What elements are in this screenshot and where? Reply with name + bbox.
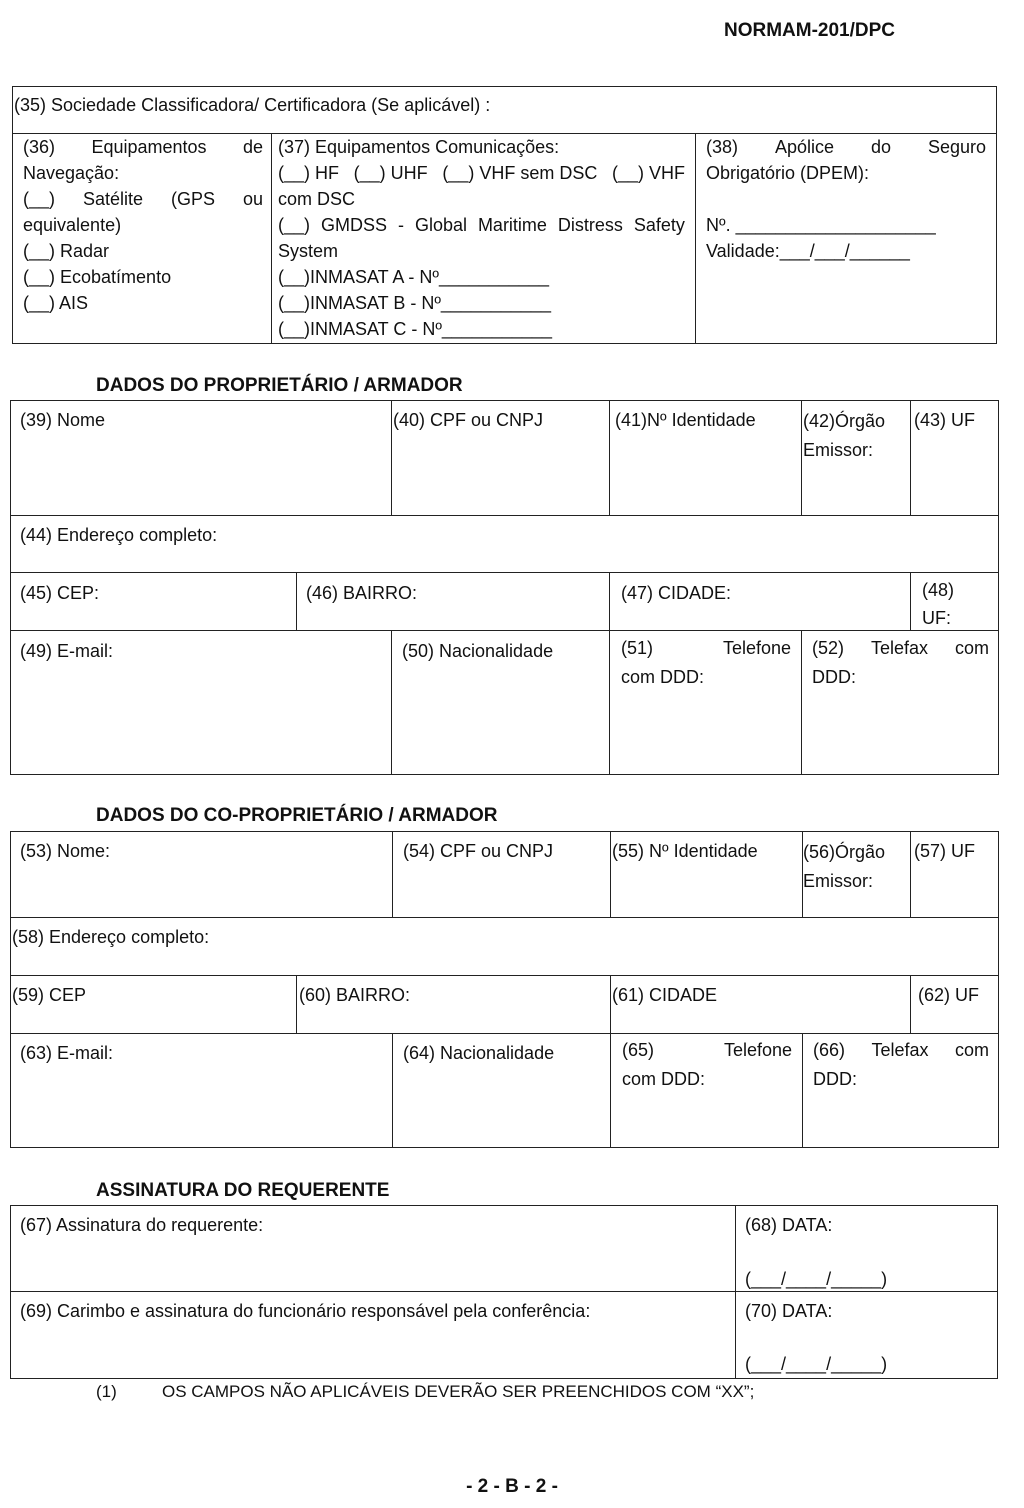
field-42-issuing-agency[interactable]: (42)Órgão Emissor: — [803, 411, 886, 460]
field-46-bairro[interactable]: (46) BAIRRO: — [306, 583, 418, 603]
field-50-nationality[interactable]: (50) Nacionalidade — [402, 641, 554, 661]
field-45-cep[interactable]: (45) CEP: — [20, 583, 100, 603]
field-36-navigation-equipment[interactable]: (36) Equipamentos de Navegação: (__) Satélite (GPS ou equivalente) (__) Radar (__) Ecobatímento (__) AIS — [14, 134, 271, 316]
section-title-owner: DADOS DO PROPRIETÁRIO / ARMADOR — [96, 375, 463, 396]
field-64-nationality[interactable]: (64) Nacionalidade — [403, 1043, 555, 1063]
field-60-bairro[interactable]: (60) BAIRRO: — [299, 985, 411, 1005]
section-title-signature: ASSINATURA DO REQUERENTE — [96, 1180, 390, 1201]
inmasat-c-field[interactable]: (__)INMASAT C - Nº___________ — [278, 319, 553, 339]
field-39-name[interactable]: (39) Nome — [20, 410, 106, 430]
field-61-cidade[interactable]: (61) CIDADE — [612, 985, 718, 1005]
checkbox-ecobatimento[interactable]: (__) Ecobatímento — [23, 267, 172, 287]
date-68-blank[interactable]: (___/____/_____) — [745, 1269, 888, 1289]
page-number: - 2 - B - 2 - — [466, 1476, 558, 1497]
field-53-name[interactable]: (53) Nome: — [20, 841, 111, 861]
field-49-email[interactable]: (49) E-mail: — [20, 641, 114, 661]
field-68-date[interactable]: (68) DATA: (___/____/_____) — [735, 1208, 998, 1291]
field-41-identity[interactable]: (41)Nº Identidade — [615, 410, 756, 430]
field-63-email[interactable]: (63) E-mail: — [20, 1043, 114, 1063]
field-65-phone[interactable]: (65) Telefone com DDD: — [622, 1040, 792, 1089]
field-40-cpf-cnpj[interactable]: (40) CPF ou CNPJ — [393, 410, 544, 430]
field-51-phone[interactable]: (51) Telefone com DDD: — [621, 638, 791, 687]
field-56-issuing-agency[interactable]: (56)Órgão Emissor: — [803, 842, 886, 891]
field-52-telefax[interactable]: (52) Telefax com DDD: — [812, 638, 989, 687]
field-57-uf[interactable]: (57) UF — [914, 841, 976, 861]
field-44-full-address[interactable]: (44) Endereço completo: — [20, 525, 218, 545]
field-38-insurance-policy[interactable]: (38) Apólice do Seguro Obrigatório (DPEM): Nº. ____________________ Validade:___/___/______ — [696, 134, 996, 264]
field-47-cidade[interactable]: (47) CIDADE: — [621, 583, 732, 603]
field-66-telefax[interactable]: (66) Telefax com DDD: — [813, 1040, 989, 1089]
policy-number-field[interactable]: Nº. ____________________ — [706, 215, 936, 235]
field-58-full-address[interactable]: (58) Endereço completo: — [12, 927, 210, 947]
policy-validity-field[interactable]: Validade:___/___/______ — [706, 241, 910, 261]
footnote-text: OS CAMPOS NÃO APLICÁVEIS DEVERÃO SER PREENCHIDOS COM “XX”; — [162, 1382, 755, 1401]
footnote — [96, 1382, 754, 1402]
date-70-blank[interactable]: (___/____/_____) — [745, 1354, 888, 1374]
field-55-identity[interactable]: (55) Nº Identidade — [612, 841, 758, 861]
inmasat-a-field[interactable]: (__)INMASAT A - Nº___________ — [278, 267, 550, 287]
field-48-uf[interactable]: (48) UF: — [922, 580, 955, 628]
footnote-number: (1) — [96, 1382, 117, 1401]
field-69-official-stamp-signature[interactable]: (69) Carimbo e assinatura do funcionário responsável pela conferência: — [20, 1301, 591, 1321]
field-67-applicant-signature[interactable]: (67) Assinatura do requerente: — [20, 1215, 264, 1235]
field-54-cpf-cnpj[interactable]: (54) CPF ou CNPJ — [403, 841, 554, 861]
field-43-uf[interactable]: (43) UF — [914, 410, 976, 430]
section-title-coowner: DADOS DO CO-PROPRIETÁRIO / ARMADOR — [96, 805, 498, 826]
checkbox-ais[interactable]: (__) AIS — [23, 293, 89, 313]
inmasat-b-field[interactable]: (__)INMASAT B - Nº___________ — [278, 293, 552, 313]
field-35-classification-society[interactable]: (35) Sociedade Classificadora/ Certificadora (Se aplicável) : — [14, 95, 491, 115]
checkbox-radar[interactable]: (__) Radar — [23, 241, 110, 261]
field-62-uf[interactable]: (62) UF — [918, 985, 980, 1005]
field-70-date[interactable]: (70) DATA: (___/____/_____) — [735, 1294, 998, 1378]
field-59-cep[interactable]: (59) CEP — [12, 985, 87, 1005]
field-37-communication-equipment[interactable]: (37) Equipamentos Comunicações: (__) HF (__) UHF (__) VHF sem DSC (__) VHF com DSC (__) GMDSS - Global Maritime Distress Safety System (__)INMASAT A - Nº___________ (__)INMASAT B - Nº___________ (__)INMASAT C - Nº___________ — [272, 134, 695, 342]
document-code: NORMAM-201/DPC — [724, 20, 896, 41]
